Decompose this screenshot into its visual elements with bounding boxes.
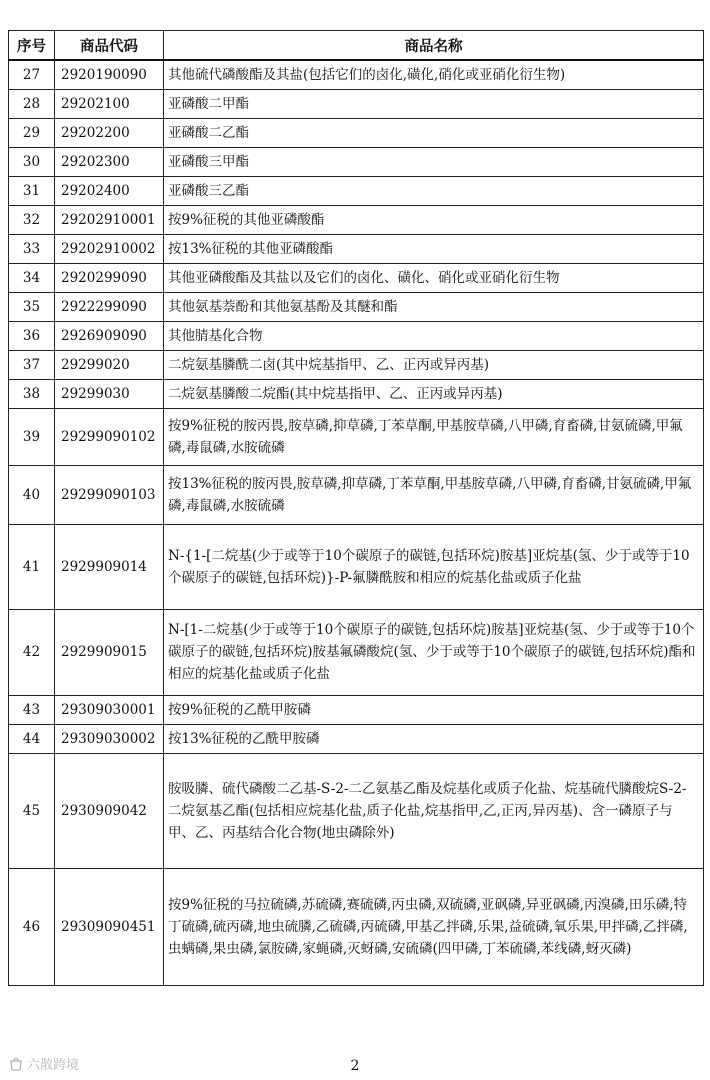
row-name: 二烷氨基膦酰二卤(其中烷基指甲、乙、正丙或异丙基): [164, 350, 704, 379]
row-name: 亚磷酸二乙酯: [164, 118, 704, 147]
row-seq: 29: [9, 118, 55, 147]
row-seq: 28: [9, 89, 55, 118]
row-name: 按9%征税的乙酰甲胺磷: [164, 695, 704, 724]
row-seq: 35: [9, 292, 55, 321]
row-seq: 37: [9, 350, 55, 379]
row-name: 亚磷酸三乙酯: [164, 176, 704, 205]
table-row: [9, 753, 704, 868]
row-code: 29309030002: [55, 724, 164, 753]
row-seq: 33: [9, 234, 55, 263]
row-code: 29202910002: [55, 234, 164, 263]
row-name: 按9%征税的马拉硫磷,苏硫磷,赛硫磷,丙虫磷,双硫磷,亚砜磷,异亚砜磷,丙溴磷,田乐磷,特丁硫磷,硫丙磷,地虫硫膦,乙硫磷,丙硫磷,甲基乙拌磷,乐果,益硫磷,氧乐果,甲拌磷,乙拌磷,虫螨磷,果虫磷,氯胺磷,家蝇磷,灭蚜磷,安硫磷(四甲磷,丁苯硫磷,苯线磷,蚜灭磷): [164, 868, 704, 985]
row-seq: 42: [9, 609, 55, 695]
commodity-table: [8, 30, 704, 986]
table-row: [9, 350, 704, 379]
row-code: 29202300: [55, 147, 164, 176]
row-code: 2929909015: [55, 609, 164, 695]
row-name: 其他氨基萘酚和其他氨基酚及其醚和酯: [164, 292, 704, 321]
row-code: 29202400: [55, 176, 164, 205]
table-row: [9, 724, 704, 753]
table-row: [9, 89, 704, 118]
header-code: 商品代码: [55, 31, 164, 61]
header-seq: 序号: [9, 31, 55, 61]
row-name: 亚磷酸二甲酯: [164, 89, 704, 118]
row-name: 其他腈基化合物: [164, 321, 704, 350]
table-row: [9, 263, 704, 292]
watermark-text: 六散跨境: [27, 1058, 80, 1073]
row-code: 29299090103: [55, 465, 164, 524]
table-row: [9, 408, 704, 465]
row-seq: 36: [9, 321, 55, 350]
row-seq: 30: [9, 147, 55, 176]
row-code: 29299090102: [55, 408, 164, 465]
row-name: 按13%征税的乙酰甲胺磷: [164, 724, 704, 753]
row-code: 29202200: [55, 118, 164, 147]
table-header-row: [9, 31, 704, 61]
row-name: 按13%征税的胺丙畏,胺草磷,抑草磷,丁苯草酮,甲基胺草磷,八甲磷,育畜磷,甘氨硫磷,甲氟磷,毒鼠磷,水胺硫磷: [164, 465, 704, 524]
table-row: [9, 524, 704, 609]
table-row: [9, 465, 704, 524]
row-name: N-{1-[二烷基(少于或等于10个碳原子的碳链,包括环烷)胺基]亚烷基(氢、少于或等于10个碳原子的碳链,包括环烷)}-P-氟膦酰胺和相应的烷基化盐或质子化盐: [164, 524, 704, 609]
row-name: 按9%征税的胺丙畏,胺草磷,抑草磷,丁苯草酮,甲基胺草磷,八甲磷,育畜磷,甘氨硫磷,甲氟磷,毒鼠磷,水胺硫磷: [164, 408, 704, 465]
row-seq: 46: [9, 868, 55, 985]
row-seq: 41: [9, 524, 55, 609]
table-row: [9, 379, 704, 408]
table-row: [9, 176, 704, 205]
row-seq: 34: [9, 263, 55, 292]
page-number: 2: [350, 1058, 360, 1074]
row-seq: 45: [9, 753, 55, 868]
table-row: [9, 868, 704, 985]
table-row: [9, 321, 704, 350]
row-code: 2926909090: [55, 321, 164, 350]
table-row: [9, 292, 704, 321]
header-name: 商品名称: [164, 31, 704, 61]
row-name: 其他亚磷酸酯及其盐以及它们的卤化、磺化、硝化或亚硝化衍生物: [164, 263, 704, 292]
row-code: 29299030: [55, 379, 164, 408]
table-row: [9, 147, 704, 176]
row-code: 2930909042: [55, 753, 164, 868]
table-row: [9, 695, 704, 724]
row-name: N-[1-二烷基(少于或等于10个碳原子的碳链,包括环烷)胺基]亚烷基(氢、少于或等于10个碳原子的碳链,包括环烷)胺基氟磷酸烷(氢、少于或等于10个碳原子的碳链,包括环烷)酯和相应的烷基化盐或质子化盐: [164, 609, 704, 695]
row-code: 2922299090: [55, 292, 164, 321]
row-code: 29309090451: [55, 868, 164, 985]
row-name: 按13%征税的其他亚磷酸酯: [164, 234, 704, 263]
row-name: 亚磷酸三甲酯: [164, 147, 704, 176]
row-seq: 38: [9, 379, 55, 408]
row-seq: 32: [9, 205, 55, 234]
row-seq: 40: [9, 465, 55, 524]
row-name: 二烷氨基膦酸二烷酯(其中烷基指甲、乙、正丙或异丙基): [164, 379, 704, 408]
row-seq: 27: [9, 60, 55, 89]
row-seq: 43: [9, 695, 55, 724]
row-code: 2920190090: [55, 60, 164, 89]
table-row: [9, 234, 704, 263]
row-code: 2929909014: [55, 524, 164, 609]
row-seq: 39: [9, 408, 55, 465]
row-code: 29299020: [55, 350, 164, 379]
table-row: [9, 609, 704, 695]
row-seq: 44: [9, 724, 55, 753]
row-name: 胺吸膦、硫代磷酸二乙基-S-2-二乙氨基乙酯及烷基化或质子化盐、烷基硫代膦酸烷S-2-二烷氨基乙酯(包括相应烷基化盐,质子化盐,烷基指甲,乙,正丙,异丙基)、含一磷原子与甲、乙、丙基结合化合物(地虫磷除外): [164, 753, 704, 868]
table-row: [9, 60, 704, 89]
row-code: 29309030001: [55, 695, 164, 724]
row-name: 按9%征税的其他亚磷酸酯: [164, 205, 704, 234]
row-name: 其他硫代磷酸酯及其盐(包括它们的卤化,磺化,硝化或亚硝化衍生物): [164, 60, 704, 89]
table-row: [9, 205, 704, 234]
row-code: 2920299090: [55, 263, 164, 292]
table-row: [9, 118, 704, 147]
row-code: 29202100: [55, 89, 164, 118]
row-code: 29202910001: [55, 205, 164, 234]
row-seq: 31: [9, 176, 55, 205]
